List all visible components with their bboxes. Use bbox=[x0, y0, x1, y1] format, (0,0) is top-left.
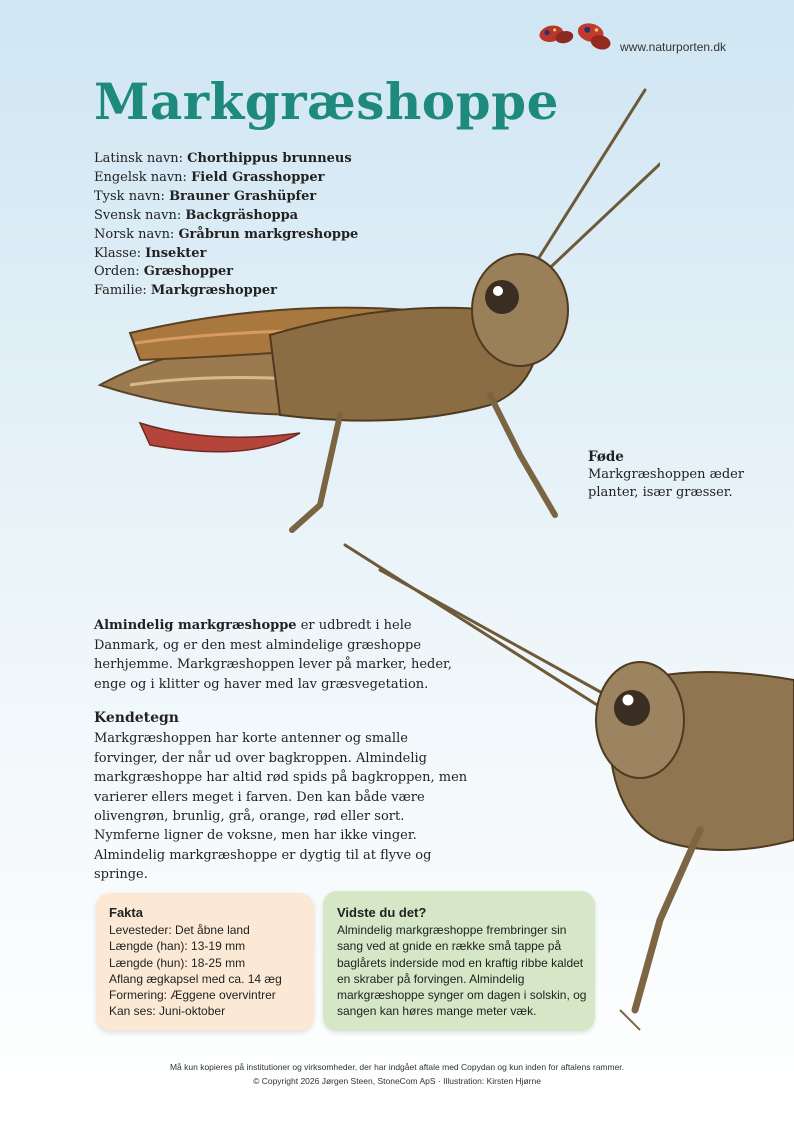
did-you-know-heading: Vidste du det? bbox=[337, 905, 427, 920]
name-value: Insekter bbox=[145, 245, 207, 261]
footer bbox=[0, 1060, 794, 1088]
food-heading: Føde bbox=[588, 449, 624, 465]
copy-notice: Må kun kopieres på institutioner og virksomheder, der har indgået aftale med Copydan og kun inden for aftalens rammer. bbox=[169, 1062, 625, 1072]
name-value: Chorthippus brunneus bbox=[187, 151, 352, 166]
name-label: Klasse: bbox=[94, 245, 146, 261]
name-value: Brauner Grashüpfer bbox=[169, 188, 317, 204]
site-url[interactable]: www.naturporten.dk bbox=[620, 40, 727, 54]
did-you-know-box bbox=[323, 891, 595, 1031]
name-value: Gråbrun markgreshoppe bbox=[178, 226, 359, 242]
intro-bold: Almindelig markgræshoppe bbox=[94, 618, 297, 633]
facts-line: Levesteder: Det åbne land bbox=[109, 923, 250, 938]
facts-line: Længde (hun): 18-25 mm bbox=[109, 955, 246, 970]
facts-line: Kan ses: Juni-oktober bbox=[109, 1004, 226, 1019]
name-value: Backgräshoppa bbox=[185, 207, 299, 223]
food-section bbox=[588, 448, 788, 502]
facts-box bbox=[96, 893, 314, 1031]
traits-heading: Kendetegn bbox=[94, 710, 179, 726]
name-value: Field Grasshopper bbox=[191, 169, 325, 185]
name-label: Orden: bbox=[94, 264, 144, 280]
butterfly-icon bbox=[538, 14, 618, 58]
page-title: Markgræshoppe bbox=[94, 72, 559, 131]
did-you-know-text: Almindelig markgræshoppe frembringer sin sang ved at gnide en række små tappe på baglårets inderside mod en kraftig ribbe kaldet en skraber på forvingen. Almindelig markgræshoppe synger om dagen i solskin, og sangen kan høres mange meter væk. bbox=[337, 923, 587, 1019]
name-label: Familie: bbox=[94, 283, 151, 299]
facts-line: Formering: Æggene overvintrer bbox=[109, 988, 276, 1003]
traits-text: Markgræshoppen har korte antenner og smalle forvinger, der når ud over bagkroppen. Almindelig markgræshoppe har altid rød spids på bagkroppen, men varierer ellers meget i farven. Den kan både være olivengrøn, brunlig, grå, orange, rød eller sort. Nymferne ligner de voksne, men har ikke vinger. Almindelig markgræshoppe er dygtig til at flyve og springe. bbox=[94, 731, 468, 883]
intro-paragraph bbox=[94, 616, 474, 694]
name-label: Norsk navn: bbox=[94, 226, 179, 242]
name-label: Tysk navn: bbox=[94, 188, 170, 204]
facts-line: Længde (han): 13-19 mm bbox=[109, 939, 246, 954]
name-label: Engelsk navn: bbox=[94, 169, 192, 185]
traits-section bbox=[94, 709, 474, 885]
grasshopper-illustration-full bbox=[70, 85, 660, 545]
name-label: Latinsk navn: bbox=[94, 151, 188, 166]
intro-text: er udbredt i hele Danmark, og er den mest almindelige græshoppe herhjemme. Markgræshoppen lever på marker, heder, enge og i klitter og haver med lav græsvegetation. bbox=[94, 618, 452, 692]
copyright: © Copyright 2026 Jørgen Steen, StoneCom ApS · Illustration: Kirsten Hjørne bbox=[253, 1076, 541, 1086]
name-value: Markgræshopper bbox=[150, 283, 277, 299]
name-label: Svensk navn: bbox=[94, 207, 186, 223]
facts-heading: Fakta bbox=[109, 905, 143, 920]
food-text: Markgræshoppen æder planter, især græsser. bbox=[588, 467, 745, 500]
facts-line: Aflang ægkapsel med ca. 14 æg bbox=[109, 971, 282, 986]
name-value: Græshopper bbox=[143, 264, 234, 280]
